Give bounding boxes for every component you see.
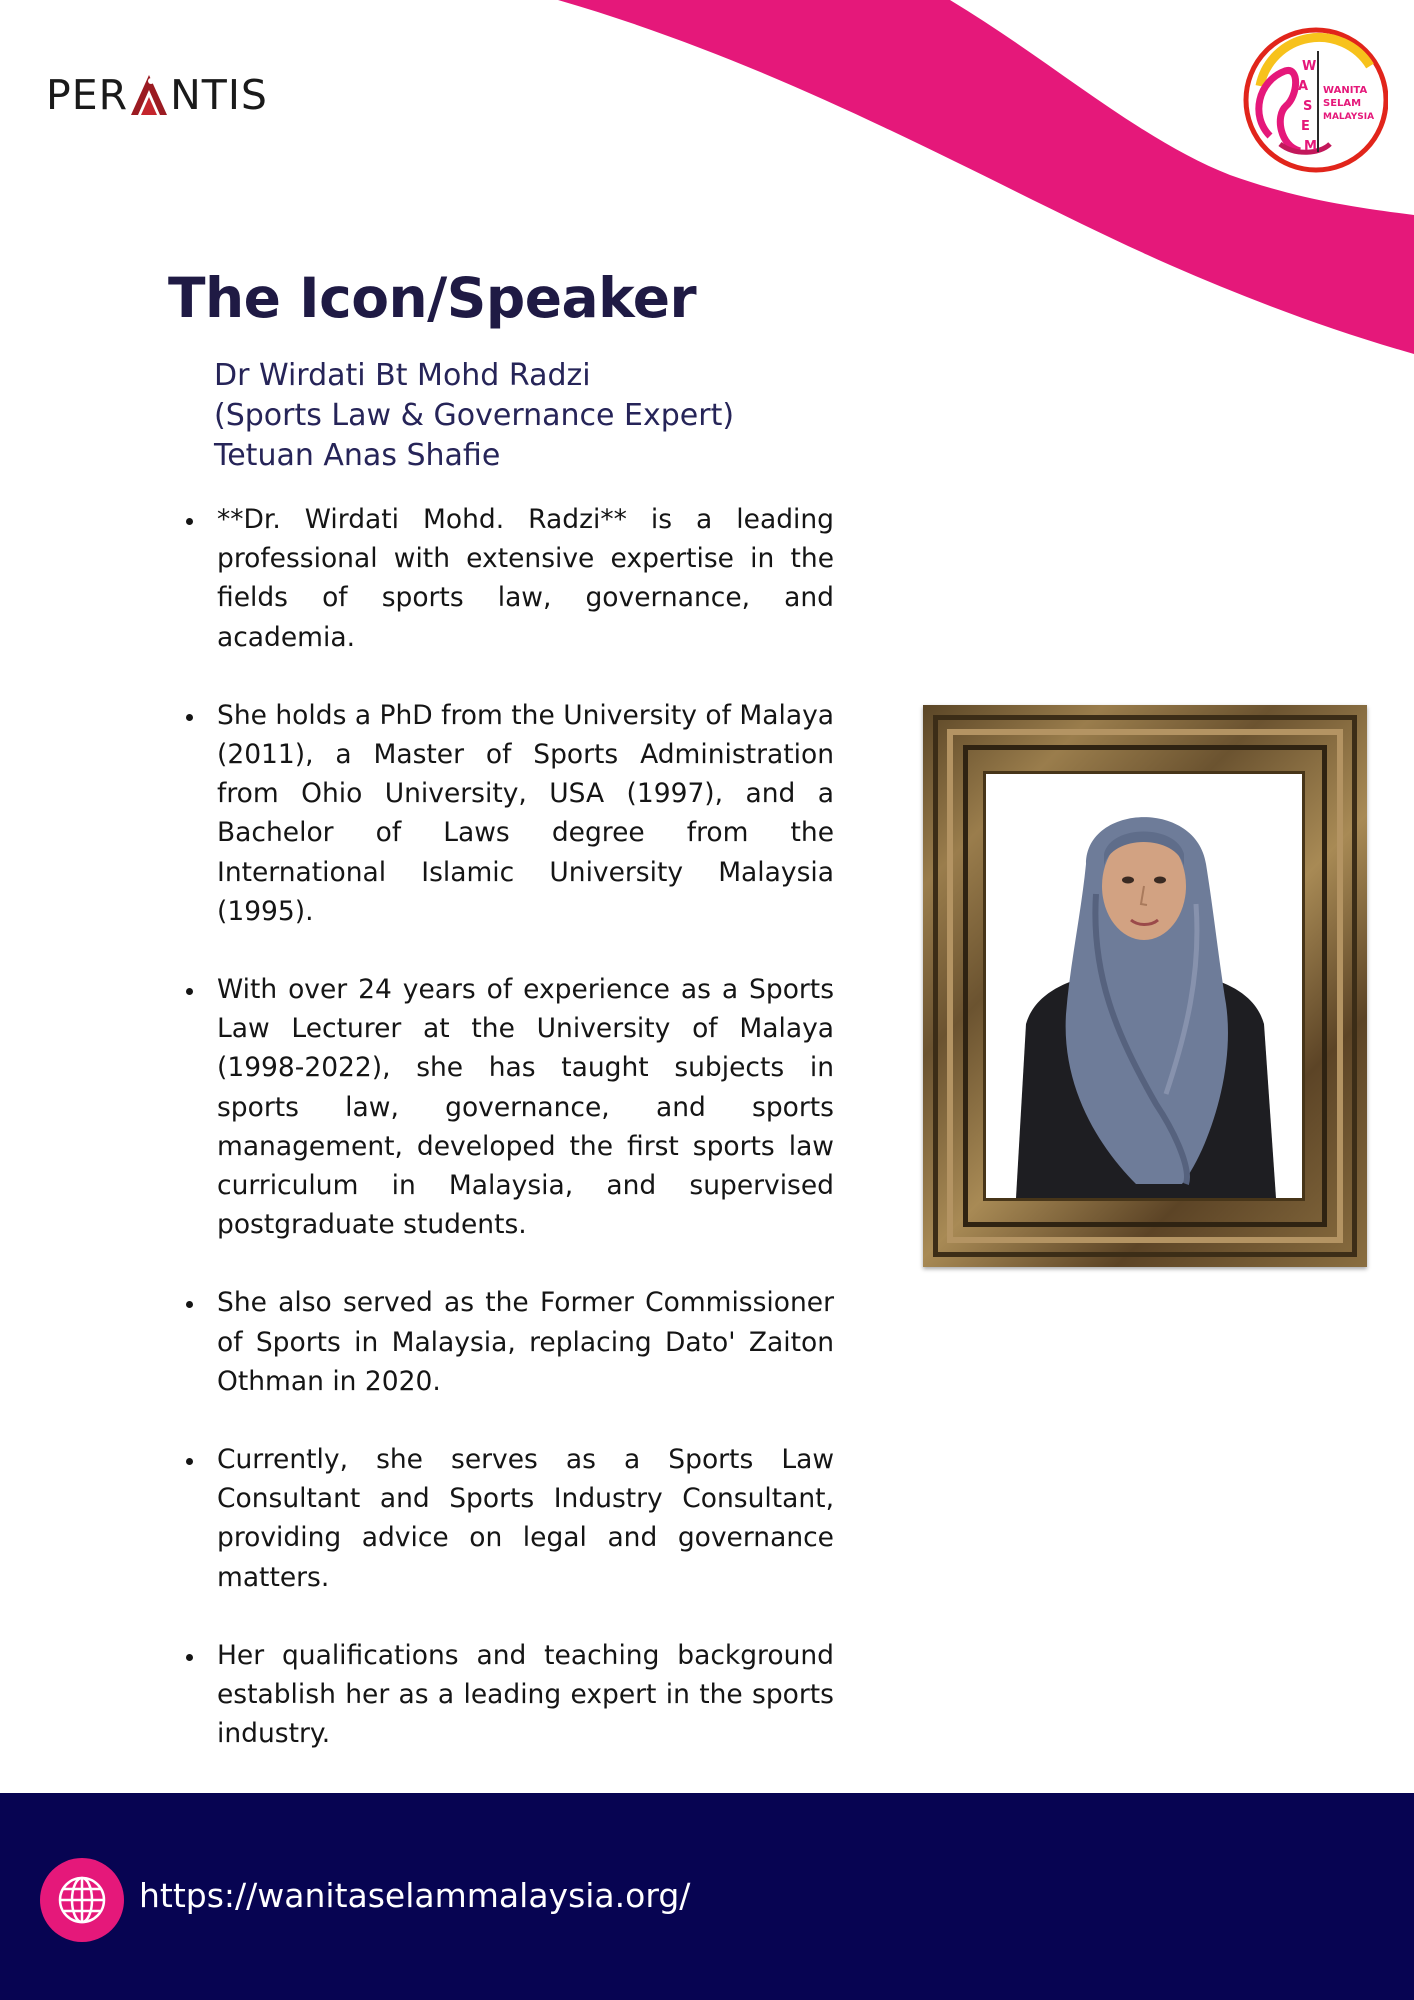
emblem-text-selam: SELAM — [1323, 98, 1362, 109]
speaker-portrait-illustration — [986, 774, 1302, 1198]
perantis-a-mark-icon — [129, 73, 169, 117]
bio-item-experience: With over 24 years of experience as a Sports Law Lecturer at the University of Malaya (1998-2022), she has taught subjects in sports law, governance, and sports management, developed the first sports law curriculum in Malaysia, and supervised postgraduate students. — [170, 970, 834, 1244]
wanita-selam-malaysia-emblem — [1240, 26, 1388, 174]
emblem-letter-e: E — [1301, 119, 1310, 134]
biography-list — [170, 500, 834, 1792]
emblem-letter-a: A — [1298, 79, 1309, 94]
pink-swoosh-decoration — [0, 0, 1414, 400]
perantis-logo — [46, 70, 268, 120]
emblem-text-wanita: WANITA — [1323, 85, 1368, 96]
portrait-frame — [923, 705, 1367, 1267]
bio-item-commissioner: She also served as the Former Commissioner of Sports in Malaysia, replacing Dato' Zaiton Othman in 2020. — [170, 1283, 834, 1401]
emblem-letter-w: W — [1302, 59, 1317, 74]
speaker-role: (Sports Law & Governance Expert) — [214, 398, 735, 433]
emblem-letter-m: M — [1304, 139, 1317, 154]
page-title: The Icon/Speaker — [168, 266, 697, 330]
emblem-letter-s: S — [1303, 99, 1313, 114]
speaker-name: Dr Wirdati Bt Mohd Radzi — [214, 358, 591, 393]
bio-item-intro: **Dr. Wirdati Mohd. Radzi** is a leading professional with extensive expertise in the fields of sports law, governance, and academia. — [170, 500, 834, 657]
perantis-logo-text-start: PER — [46, 71, 129, 119]
globe-badge — [40, 1858, 124, 1942]
emblem-text-malaysia: MALAYSIA — [1323, 112, 1375, 122]
bio-item-consultant: Currently, she serves as a Sports Law Consultant and Sports Industry Consultant, providing advice on legal and governance matters. — [170, 1440, 834, 1597]
bio-item-education: She holds a PhD from the University of Malaya (2011), a Master of Sports Administration from Ohio University, USA (1997), and a Bachelor of Laws degree from the International Islamic University Malaysia (1995). — [170, 696, 834, 931]
globe-icon — [54, 1872, 110, 1928]
speaker-firm: Tetuan Anas Shafie — [214, 438, 501, 473]
perantis-logo-text-end: NTIS — [170, 71, 268, 119]
bio-item-summary: Her qualifications and teaching background establish her as a leading expert in the sports industry. — [170, 1636, 834, 1754]
speaker-portrait-photo — [983, 771, 1305, 1201]
website-link[interactable]: https://wanitaselammalaysia.org/ — [139, 1876, 691, 1915]
speaker-info — [214, 356, 734, 476]
